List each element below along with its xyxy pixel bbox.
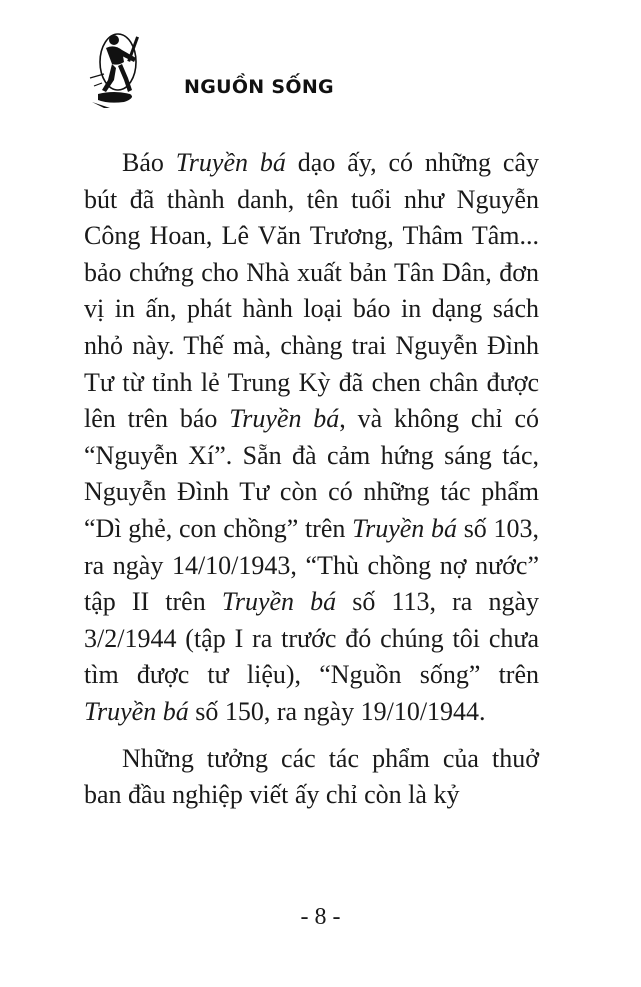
- running-header-title: NGUỒN SỐNG: [184, 76, 334, 98]
- text-run: số 103, ra ngày 14/10/1943, “Thù chồng nợ nước” tập II trên: [84, 513, 539, 617]
- italic-run: Truyền bá: [352, 513, 457, 543]
- italic-run: Truyền bá: [229, 404, 340, 434]
- italic-run: Truyền bá: [84, 696, 189, 726]
- text-run: Những tưởng các tác phẩm của thuở ban đầu nghiệp viết ấy chỉ còn là kỷ: [84, 743, 539, 810]
- italic-run: Truyền bá: [175, 148, 286, 177]
- text-run: số 150, ra ngày 19/10/1944.: [188, 696, 486, 726]
- paragraph: [84, 741, 539, 814]
- text-run: dạo ấy, có những cây bút đã thành danh, tên tuổi như Nguyễn Công Hoan, Lê Văn Trương, Thâm Tâm... bảo chứng cho Nhà xuất bản Tân Dân, đơn vị in ấn, phát hành loại báo in dạng sách nhỏ này. Thế mà, chàng trai Nguyễn Đình Tư từ tỉnh lẻ Trung Kỳ đã chen chân được lên trên báo: [84, 148, 539, 434]
- page-header: [84, 28, 384, 108]
- text-run: số 113, ra ngày 3/2/1944 (tập I ra trước đó chúng tôi chưa tìm được tư liệu), “Nguồn sống” trên: [84, 587, 539, 690]
- body-text: [84, 145, 539, 814]
- worker-logo-icon: [84, 28, 160, 108]
- paragraph: [84, 145, 539, 731]
- text-run: Báo: [122, 148, 176, 177]
- italic-run: Truyền bá: [221, 587, 337, 617]
- text-run: , và không chỉ có “Nguyễn Xí”. Sẵn đà cảm hứng sáng tác, Nguyễn Đình Tư còn có những tác phẩm “Dì ghẻ, con chồng” trên: [84, 404, 539, 543]
- page-number: - 8 -: [300, 904, 341, 930]
